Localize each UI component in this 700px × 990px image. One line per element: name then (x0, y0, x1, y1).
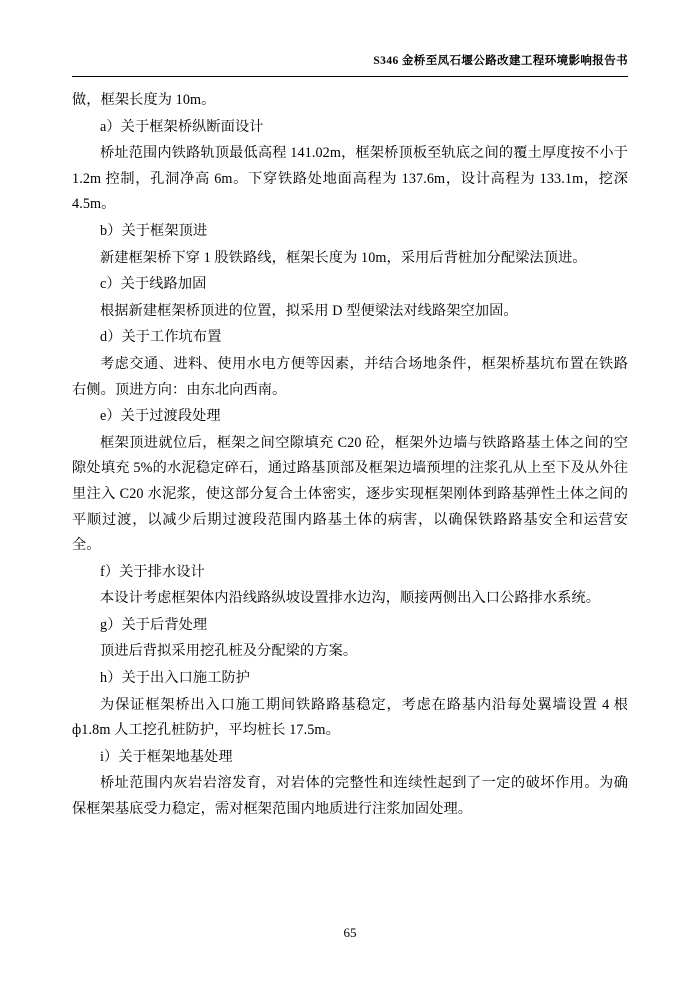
paragraph: c）关于线路加固 (100, 276, 207, 293)
paragraph: 做，框架长度为 10m。 (72, 92, 216, 108)
header-divider (72, 76, 628, 77)
paragraph: 框架顶进就位后，框架之间空隙填充 C20 砼，框架外边墙与铁路路基土体之间的空隙处填充 5%的水泥稳定碎石，通过路基顶部及框架边墙预埋的注浆孔从上至下及从外往里注入 C20 水泥浆，使这部分复合土体密实，逐步实现框架刚体到路基弹性土体之间的平顺过渡，以减少后期过渡段范围内路基土体的病害，以确保铁路路基安全和运营安全。 (72, 434, 628, 554)
document-body (72, 88, 628, 824)
paragraph: 顶进后背拟采用挖孔桩及分配梁的方案。 (100, 643, 358, 660)
paragraph: e）关于过渡段处理 (100, 408, 221, 425)
paragraph: d）关于工作坑布置 (100, 329, 222, 346)
paragraph: g）关于后背处理 (100, 616, 208, 633)
paragraph: 桥址范围内铁路轨顶最低高程 141.02m，框架桥顶板至轨底之间的覆土厚度按不小于 1.2m 控制，孔洞净高 6m。下穿铁路处地面高程为 137.6m，设计高程为 133.1m，挖深 4.5m。 (72, 145, 628, 213)
page-header: S346 金桥至凤石堰公路改建工程环境影响报告书 (373, 55, 628, 67)
paragraph: 桥址范围内灰岩岩溶发育，对岩体的完整性和连续性起到了一定的破坏作用。为确保框架基底受力稳定，需对框架范围内地质进行注浆加固处理。 (72, 775, 628, 818)
paragraph: i）关于框架地基处理 (100, 748, 233, 765)
paragraph: 根据新建框架桥顶进的位置，拟采用 D 型便梁法对线路架空加固。 (100, 302, 518, 319)
paragraph: f）关于排水设计 (100, 563, 205, 580)
paragraph: 新建框架桥下穿 1 股铁路线，框架长度为 10m，采用后背桩加分配梁法顶进。 (100, 249, 587, 266)
paragraph: 为保证框架桥出入口施工期间铁路路基稳定，考虑在路基内沿每处翼墙设置 4 根ф1.8m 人工挖孔桩防护，平均桩长 17.5m。 (72, 696, 628, 739)
paragraph: h）关于出入口施工防护 (100, 670, 251, 687)
paragraph: 本设计考虑框架体内沿线路纵坡设置排水边沟，顺接两侧出入口公路排水系统。 (100, 590, 601, 607)
paragraph: 考虑交通、进料、使用水电方便等因素，并结合场地条件，框架桥基坑布置在铁路右侧。顶进方向：由东北向西南。 (72, 355, 628, 398)
page-number: 65 (343, 925, 357, 940)
paragraph: b）关于框架顶进 (100, 222, 208, 239)
paragraph: a）关于框架桥纵断面设计 (100, 118, 264, 135)
